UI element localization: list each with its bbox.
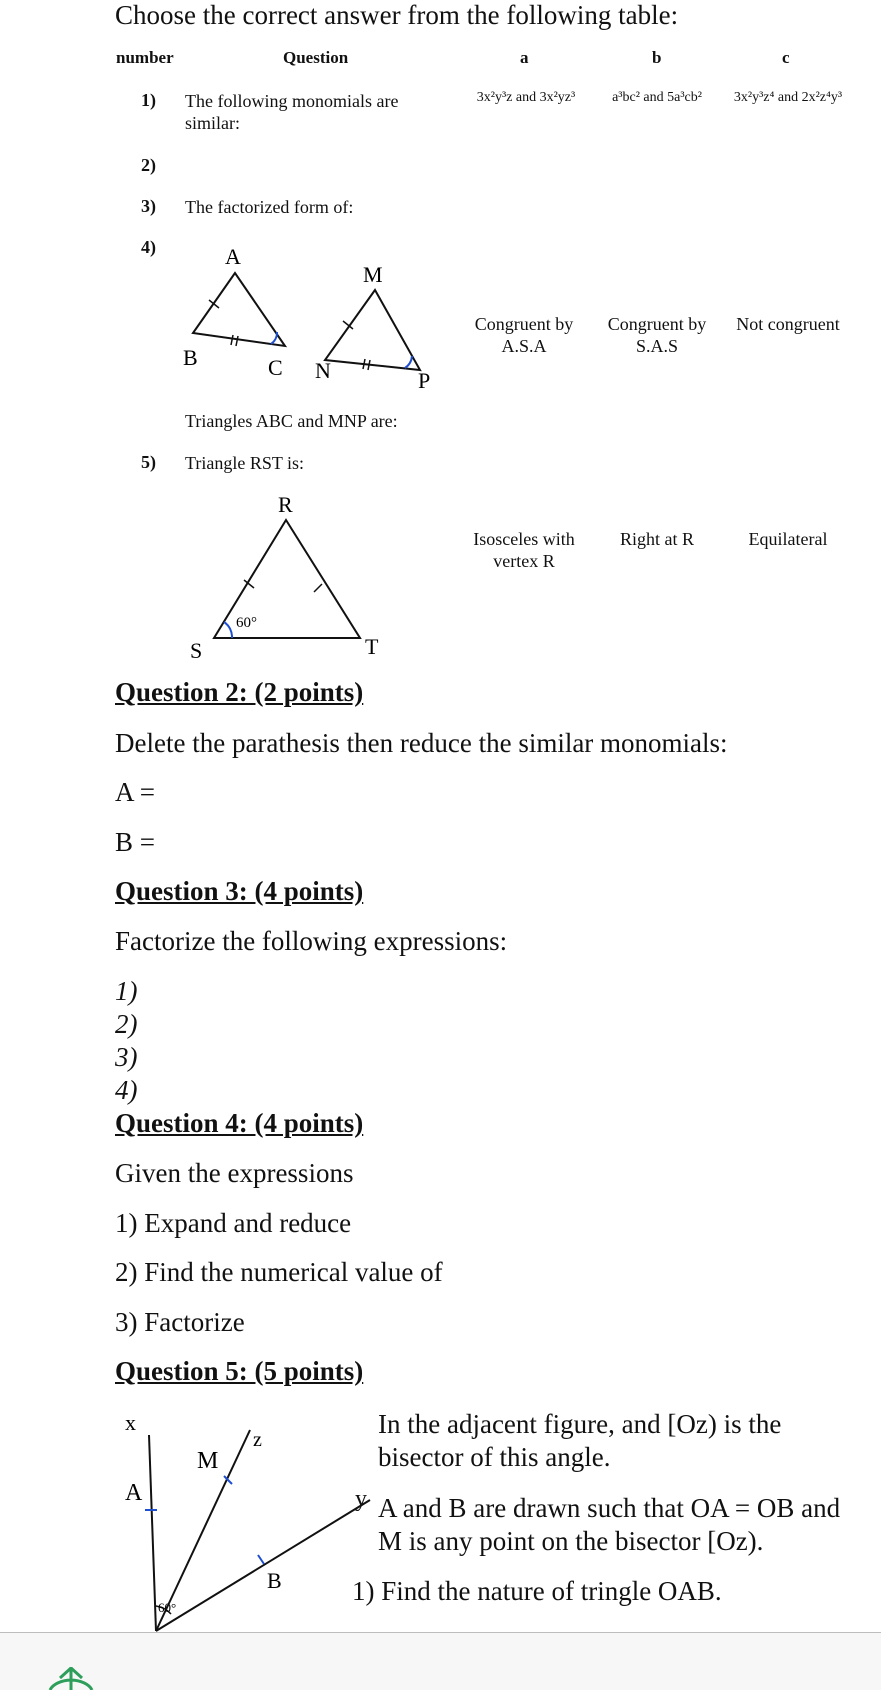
question-4-item: 2) Find the numerical value of <box>115 1257 443 1287</box>
col-header-question: Question <box>283 48 349 67</box>
bisector-figure <box>115 1400 375 1632</box>
instruction-text: Choose the correct answer from the following table: <box>115 0 679 30</box>
label-a: A <box>125 1480 143 1506</box>
label-t: T <box>365 634 379 659</box>
question-3-item: 2) <box>115 1009 138 1039</box>
question-4-intro: Given the expressions <box>115 1158 354 1188</box>
bottom-toolbar <box>0 1632 881 1690</box>
angle-label: 60° <box>158 1600 177 1615</box>
question-5-para1: In the adjacent figure, and [Oz) is the bisector of this angle. <box>378 1409 782 1472</box>
question-5-item1: 1) Find the nature of tringle OAB. <box>352 1576 722 1606</box>
row-question: Triangles ABC and MNP are: <box>185 411 398 431</box>
question-5-title: Question 5: (5 points) <box>115 1356 364 1386</box>
question-2-text: Delete the parathesis then reduce the similar monomials: <box>115 728 728 758</box>
row-option-a: Isosceles with vertex R <box>473 529 575 571</box>
row-option-b: a³bc² and 5a³cb² <box>612 90 702 105</box>
row-option-b: Right at R <box>619 529 694 549</box>
question-4-title: Question 4: (4 points) <box>115 1108 364 1138</box>
col-header-a: a <box>520 48 529 67</box>
row-number: 4) <box>141 237 156 257</box>
row-option-c: 3x²y³z⁴ and 2x²z⁴y³ <box>733 90 843 105</box>
question-3-item: 4) <box>115 1075 138 1105</box>
label-s: S <box>190 638 203 663</box>
question-5-para2: A and B are drawn such that OA = OB and M is any point on the bisector [Oz). <box>378 1493 841 1556</box>
col-header-b: b <box>652 48 662 67</box>
label-b: B <box>183 345 198 370</box>
label-z: z <box>253 1429 262 1451</box>
row-number: 1) <box>141 90 156 110</box>
col-header-number: number <box>116 48 174 67</box>
upload-icon[interactable] <box>48 1667 94 1690</box>
question-4-item: 1) Expand and reduce <box>115 1208 352 1238</box>
row-option-c: Equilateral <box>748 529 828 549</box>
label-r: R <box>278 492 293 517</box>
label-n: N <box>315 358 331 383</box>
label-m: M <box>197 1448 219 1474</box>
row-option-c: Not congruent <box>736 314 840 334</box>
row-question: Triangle RST is: <box>185 453 305 473</box>
triangle-rst-figure <box>180 488 400 663</box>
col-header-c: c <box>782 48 790 67</box>
question-3-title: Question 3: (4 points) <box>115 876 364 906</box>
row-number: 5) <box>141 452 156 472</box>
label-y: y <box>355 1486 367 1512</box>
angle-label: 60° <box>236 615 257 631</box>
question-3-text: Factorize the following expressions: <box>115 926 508 956</box>
row-question: The following monomials are similar: <box>185 91 399 133</box>
row-option-b: Congruent by S.A.S <box>607 314 707 356</box>
triangles-abc-mnp-figure <box>175 238 445 398</box>
label-b: B <box>267 1568 282 1593</box>
row-option-a: Congruent by A.S.A <box>474 314 574 356</box>
question-2-title: Question 2: (2 points) <box>115 677 364 707</box>
answer-a-label: A = <box>115 777 155 807</box>
question-4-item: 3) Factorize <box>115 1307 245 1337</box>
row-number: 3) <box>141 196 156 216</box>
row-option-a: 3x²y³z and 3x²yz³ <box>476 90 576 105</box>
label-a: A <box>225 244 241 269</box>
row-question: The factorized form of: <box>185 197 354 217</box>
label-c: C <box>268 355 283 380</box>
label-p: P <box>418 368 431 393</box>
label-m: M <box>363 262 383 287</box>
row-number: 2) <box>141 155 156 175</box>
question-3-item: 3) <box>115 1042 138 1072</box>
label-x: x <box>125 1410 136 1435</box>
answer-b-label: B = <box>115 827 155 857</box>
question-3-item: 1) <box>115 976 138 1006</box>
